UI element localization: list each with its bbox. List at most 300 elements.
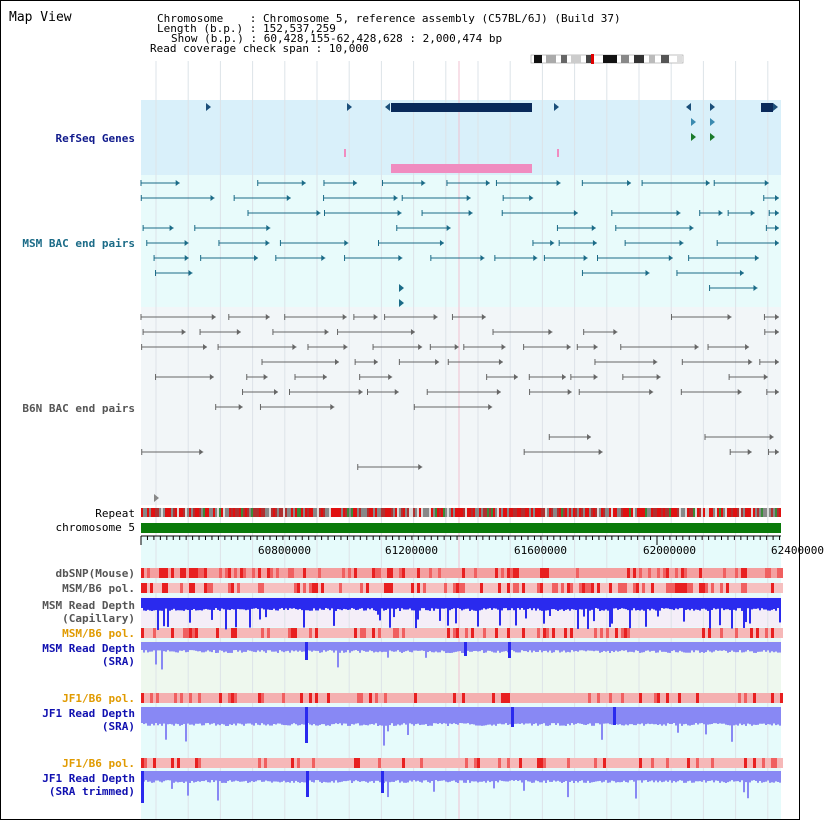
msm-sra-depth-bar — [149, 642, 151, 652]
repeat-cell — [245, 508, 247, 517]
jf1-b6-pol-cell — [603, 693, 606, 703]
msm-b6-pol-cell — [498, 583, 501, 593]
jf1-sra-depth-bar — [753, 707, 755, 725]
repeat-cell — [243, 508, 245, 517]
msm-sra-depth-bar — [537, 642, 539, 652]
msm-b6-pol-sra-cell — [306, 628, 309, 638]
msm-b6-pol-cell — [702, 583, 705, 593]
jf1-b6-pol-cell — [306, 693, 309, 703]
msm-b6-pol-sra-cell — [456, 628, 459, 638]
jf1-b6-pol-cell — [198, 693, 201, 703]
jf1-sra-depth-bar — [761, 707, 763, 724]
repeat-cell — [307, 508, 309, 517]
dbsnp-cell — [396, 568, 399, 578]
msm-capillary-depth-bar — [271, 598, 273, 610]
msm-sra-depth-bar — [387, 642, 389, 658]
msm-capillary-depth-bar — [517, 598, 519, 608]
jf1-sra-depth-bar — [657, 707, 659, 725]
msm-b6-pol-cell — [681, 583, 684, 593]
msm-capillary-depth-bar — [423, 598, 425, 608]
msm-capillary-depth-bar — [631, 598, 633, 610]
jf1-b6-pol-trim-cell — [648, 758, 651, 768]
jf1-trim-depth-bar — [277, 771, 279, 782]
jf1-sra-depth-bar — [411, 707, 413, 724]
msm-b6-pol-cell — [468, 583, 471, 593]
jf1-sra-depth-bar — [423, 707, 425, 725]
msm-sra-depth-bar — [525, 642, 527, 651]
repeat-cell — [175, 508, 177, 517]
msm-sra-depth-bar — [767, 642, 769, 650]
msm-b6-pol-sra-cell — [696, 628, 699, 638]
refseq-genes-label: RefSeq Genes — [55, 132, 135, 145]
jf1-b6-pol-cell — [612, 693, 615, 703]
b6n-bac-end-pairs-label: B6N BAC end pairs — [22, 402, 135, 415]
jf1-b6-pol-cell — [429, 693, 432, 703]
jf1-b6-pol-cell — [621, 693, 624, 703]
jf1-trim-depth-bar — [743, 771, 745, 792]
jf1-b6-pol-cell — [633, 693, 636, 703]
jf1-sra-depth-bar — [557, 707, 559, 723]
msm-capillary-depth-bar — [401, 598, 403, 608]
jf1-b6-pol-trim-cell — [504, 758, 507, 768]
dbsnp-cell — [573, 568, 576, 578]
jf1-b6-pol-cell — [192, 693, 195, 703]
jf1-b6-pol-trim-cell — [339, 758, 342, 768]
dbsnp-cell — [567, 568, 570, 578]
jf1-b6-pol-trim-cell — [150, 758, 153, 768]
msm-sra-depth-bar — [763, 642, 765, 650]
jf1-sra-depth-bar — [659, 707, 661, 724]
jf1-trim-depth-bar — [551, 771, 553, 782]
refseq-gene-transcript — [557, 149, 559, 157]
msm-capillary-depth-bar — [777, 598, 779, 608]
repeat-cell — [767, 508, 769, 517]
jf1-sra-depth-bar — [319, 707, 321, 725]
msm-sra-depth-bar — [481, 642, 483, 650]
jf1-trim-depth-bar — [653, 771, 655, 782]
jf1-trim-depth-bar — [193, 771, 195, 782]
msm-sra-depth-bar — [709, 642, 711, 652]
jf1-sra-depth-bar — [329, 707, 331, 726]
msm-b6-pol-cell — [741, 583, 744, 593]
dbsnp-cell — [711, 568, 714, 578]
jf1-b6-pol-cell — [486, 693, 489, 703]
msm-capillary-depth-bar — [751, 598, 753, 609]
msm-sra-depth-bar — [549, 642, 551, 651]
repeat-cell — [213, 508, 215, 517]
jf1-trim-depth-bar — [333, 771, 335, 783]
dbsnp-cell — [198, 568, 201, 578]
jf1-sra-depth-bar — [775, 707, 777, 725]
msm-capillary-depth-bar — [207, 598, 209, 610]
jf1-b6-pol-trim-cell — [627, 758, 630, 768]
jf1-b6-pol-cell — [165, 693, 168, 703]
msm-b6-pol-sra-cell — [255, 628, 258, 638]
msm-capillary-depth-bar — [439, 598, 441, 621]
jf1-sra-depth-bar — [403, 707, 405, 723]
jf1-b6-pol-trim-cell — [444, 758, 447, 768]
jf1-trim-depth-bar — [433, 771, 435, 792]
dbsnp-cell — [408, 568, 411, 578]
dbsnp-cell — [267, 568, 270, 578]
jf1-trim-depth-bar — [473, 771, 475, 782]
jf1-b6-pol-trim-cell — [366, 758, 369, 768]
jf1-b6-pol-cell — [651, 693, 654, 703]
msm-sra-depth-bar — [249, 642, 251, 651]
jf1-b6-pol-trim-cell — [744, 758, 747, 768]
dbsnp-cell — [624, 568, 627, 578]
jf1-b6-pol-trim-cell — [561, 758, 564, 768]
msm-b6-pol-sra-cell — [546, 628, 549, 638]
jf1-sra-depth-bar — [245, 707, 247, 724]
jf1-b6-pol-cell — [594, 693, 597, 703]
msm-b6-pol-sra-cell — [666, 628, 669, 638]
repeat-cell — [511, 508, 513, 517]
jf1-b6-pol-cell — [567, 693, 570, 703]
jf1-trim-depth-bar — [317, 771, 319, 780]
repeat-cell — [319, 508, 321, 517]
jf1-b6-pol-trim-cell — [492, 758, 495, 768]
repeat-cell — [283, 508, 285, 517]
dbsnp-cell — [531, 568, 534, 578]
msm-capillary-depth-bar — [193, 598, 195, 609]
msm-capillary-depth-bar — [409, 598, 411, 609]
repeat-cell — [469, 508, 471, 517]
jf1-trim-depth-bar — [549, 771, 551, 782]
jf1-b6-pol-trim-cell — [183, 758, 186, 768]
repeat-cell — [227, 508, 229, 517]
msm-b6-pol-cell — [198, 583, 201, 593]
msm-b6-pol-cell — [201, 583, 204, 593]
jf1-trim-depth-bar — [285, 771, 287, 782]
msm-b6-pol-cell — [756, 583, 759, 593]
repeat-cell — [373, 508, 375, 517]
jf1-sra-depth-bar — [667, 707, 669, 723]
jf1-b6-pol-trim-cell — [666, 758, 669, 768]
jf1-trim-depth-bar — [657, 771, 659, 782]
jf1-sra-depth-bar — [413, 707, 415, 726]
msm-sra-depth-bar — [241, 642, 243, 653]
jf1-trim-depth-bar — [763, 771, 765, 782]
jf1-trim-depth-bar — [169, 771, 171, 780]
jf1-b6-pol-cell — [579, 693, 582, 703]
msm-sra-depth-bar — [647, 642, 649, 650]
msm-b6-pol-sra-cell — [186, 628, 189, 638]
msm-b6-pol-cell — [579, 583, 582, 593]
msm-capillary-depth-bar — [247, 598, 249, 610]
msm-b6-pol-cell — [387, 583, 390, 593]
msm-sra-depth-bar — [775, 642, 777, 652]
jf1-b6-pol-trim-cell — [558, 758, 561, 768]
msm-b6-pol-cell — [483, 583, 486, 593]
msm-sra-depth-bar — [183, 642, 185, 650]
jf1-b6-pol-cell — [642, 693, 645, 703]
depth-spike — [508, 642, 511, 658]
jf1-sra-depth-bar — [553, 707, 555, 723]
msm-b6-pol-sra-cell — [621, 628, 624, 638]
repeat-cell — [453, 508, 455, 517]
jf1-b6-pol-trim-cell — [546, 758, 549, 768]
jf1-trim-depth-bar — [201, 771, 203, 781]
msm-b6-pol-sra-cell — [660, 628, 663, 638]
msm-sra-depth-bar — [405, 642, 407, 651]
jf1-sra-depth-bar — [351, 707, 353, 724]
dbsnp-cell — [771, 568, 774, 578]
msm-b6-pol-sra-cell — [444, 628, 447, 638]
msm-capillary-depth-bar — [501, 598, 503, 610]
msm-capillary-depth-bar — [421, 598, 423, 608]
msm-b6-pol-sra-cell — [663, 628, 666, 638]
msm-capillary-depth-bar — [577, 598, 579, 629]
repeat-cell — [209, 508, 211, 517]
dbsnp-cell — [639, 568, 642, 578]
msm-b6-pol-sra-cell — [495, 628, 498, 638]
jf1-trim-depth-bar — [229, 771, 231, 780]
msm-capillary-depth-bar — [341, 598, 343, 610]
jf1-b6-pol-trim-cell — [759, 758, 762, 768]
jf1-sra-depth-bar — [345, 707, 347, 724]
msm-sra-depth-bar — [771, 642, 773, 651]
show-row: Show (b.p.) : 60,428,155-62,428,628 : 2,000,474 bp — [171, 32, 503, 45]
jf1-trim-depth-bar — [349, 771, 351, 780]
jf1-sra-depth-bar — [531, 707, 533, 726]
msm-sra-depth-bar — [295, 642, 297, 650]
jf1-sra-depth-bar — [255, 707, 257, 723]
jf1-trim-depth-bar — [417, 771, 419, 781]
msm-sra-depth-bar — [259, 642, 261, 652]
msm-sra-depth-bar — [649, 642, 651, 652]
repeat-cell — [379, 508, 381, 517]
chromosome-ideogram[interactable] — [531, 54, 686, 64]
repeat-cell — [193, 508, 195, 517]
jf1-trim-depth-bar — [395, 771, 397, 781]
dbsnp-cell — [453, 568, 456, 578]
jf1-b6-pol-trim-cell — [234, 758, 237, 768]
msm-b6-pol-sra-cell — [780, 628, 783, 638]
msm-b6-pol-cell — [540, 583, 543, 593]
jf1-trim-depth-bar — [535, 771, 537, 780]
msm-read-depth-capillary-sub-label: (Capillary) — [62, 612, 135, 625]
msm-capillary-depth-bar — [679, 598, 681, 608]
msm-capillary-depth-bar — [161, 598, 163, 611]
jf1-sra-depth-bar — [617, 707, 619, 725]
jf1-trim-depth-bar — [315, 771, 317, 780]
repeat-cell — [585, 508, 587, 517]
jf1-b6-pol-cell — [510, 693, 513, 703]
msm-b6-pol-cell — [426, 583, 429, 593]
length-value: 152,537,259 — [262, 22, 336, 35]
jf1-b6-pol-trim-cell — [657, 758, 660, 768]
jf1-b6-pol-trim-cell — [525, 758, 528, 768]
msm-sra-depth-bar — [331, 642, 333, 651]
msm-b6-pol-sra-cell — [738, 628, 741, 638]
jf1-sra-depth-bar — [725, 707, 727, 725]
jf1-b6-pol-cell — [411, 693, 414, 703]
jf1-trim-depth-bar — [775, 771, 777, 781]
jf1-trim-depth-bar — [259, 771, 261, 780]
msm-capillary-depth-bar — [269, 598, 271, 610]
msm-capillary-depth-bar — [597, 598, 599, 609]
msm-sra-depth-bar — [585, 642, 587, 651]
jf1-sra-depth-bar — [497, 707, 499, 724]
repeat-cell — [711, 508, 713, 517]
msm-b6-pol-sra-cell — [387, 628, 390, 638]
msm-capillary-depth-bar — [625, 598, 627, 609]
msm-b6-pol-cell — [735, 583, 738, 593]
msm-sra-depth-bar — [521, 642, 523, 650]
jf1-trim-depth-bar — [255, 771, 257, 781]
msm-b6-pol-cell — [186, 583, 189, 593]
jf1-trim-depth-bar — [627, 771, 629, 783]
msm-sra-depth-bar — [403, 642, 405, 652]
jf1-trim-depth-bar — [199, 771, 201, 782]
jf1-sra-depth-bar — [445, 707, 447, 724]
jf1-b6-pol-trim-cell — [741, 758, 744, 768]
jf1-b6-pol-trim-cell — [159, 758, 162, 768]
msm-sra-depth-bar — [559, 642, 561, 653]
msm-b6-pol-sra-cell — [519, 628, 522, 638]
msm-b6-pol-sra-cell — [318, 628, 321, 638]
repeat-cell — [181, 508, 183, 517]
repeat-cell — [161, 508, 163, 517]
msm-b6-pol-cell — [669, 583, 672, 593]
msm-capillary-depth-bar — [347, 598, 349, 610]
msm-b6-pol-sra-cell — [330, 628, 333, 638]
msm-b6-pol-cell — [720, 583, 723, 593]
dbsnp-cell — [546, 568, 549, 578]
jf1-b6-pol-trim-cell — [174, 758, 177, 768]
jf1-b6-pol-trim-cell — [450, 758, 453, 768]
msm-capillary-depth-bar — [457, 598, 459, 608]
jf1-trim-depth-bar — [751, 771, 753, 781]
msm-capillary-depth-bar — [749, 598, 751, 624]
jf1-b6-pol-cell — [408, 693, 411, 703]
jf1-sra-depth-bar — [677, 707, 679, 733]
jf1-sra-depth-bar — [377, 707, 379, 726]
jf1-b6-pol-trim-cell — [567, 758, 570, 768]
jf1-b6-pol-cell — [687, 693, 690, 703]
msm-b6-pol-cell — [300, 583, 303, 593]
jf1-b6-pol-cell — [645, 693, 648, 703]
msm-capillary-depth-bar — [235, 598, 237, 627]
jf1-trim-depth-bar — [647, 771, 649, 782]
jf1-trim-depth-bar — [393, 771, 395, 782]
jf1-trim-depth-bar — [625, 771, 627, 782]
msm-capillary-depth-bar — [623, 598, 625, 609]
jf1-b6-pol-trim-cell — [303, 758, 306, 768]
msm-capillary-depth-bar — [471, 598, 473, 610]
msm-sra-depth-bar — [543, 642, 545, 651]
dbsnp-cell — [447, 568, 450, 578]
msm-capillary-depth-bar — [391, 598, 393, 609]
repeat-cell — [215, 508, 217, 517]
ruler-tick-label: 62400000 — [771, 544, 824, 557]
msm-capillary-depth-bar — [201, 598, 203, 610]
jf1-trim-depth-bar — [437, 771, 439, 781]
jf1-sra-depth-bar — [361, 707, 363, 725]
jf1-sra-depth-bar — [469, 707, 471, 724]
jf1-b6-pol-cell — [750, 693, 753, 703]
msm-capillary-depth-bar — [465, 598, 467, 609]
jf1-b6-pol-cell — [708, 693, 711, 703]
msm-sra-depth-bar — [389, 642, 391, 650]
repeat-cell — [147, 508, 149, 517]
jf1-sra-depth-bar — [611, 707, 613, 725]
msm-b6-pol-sra-cell — [699, 628, 702, 638]
repeat-cell — [663, 508, 665, 517]
repeat-cell — [219, 508, 221, 517]
jf1-sra-depth-bar — [235, 707, 237, 725]
msm-b6-pol-cell — [636, 583, 639, 593]
msm-capillary-depth-bar — [159, 598, 161, 611]
repeat-cell — [367, 508, 369, 517]
jf1-trim-depth-bar — [237, 771, 239, 781]
jf1-b6-pol-cell — [630, 693, 633, 703]
repeat-cell — [475, 508, 477, 517]
dbsnp-cell — [534, 568, 537, 578]
msm-sra-depth-bar — [553, 642, 555, 652]
msm-capillary-depth-bar — [727, 598, 729, 609]
msm-b6-pol-sra-cell — [573, 628, 576, 638]
jf1-b6-pol-cell — [672, 693, 675, 703]
msm-sra-depth-bar — [531, 642, 533, 652]
msm-sra-depth-bar — [591, 642, 593, 651]
msm-b6-pol-sra-cell — [687, 628, 690, 638]
msm-sra-depth-bar — [381, 642, 383, 652]
msm-b6-pol-cell — [495, 583, 498, 593]
msm-sra-depth-bar — [447, 642, 449, 653]
repeat-cell — [603, 508, 605, 517]
msm-capillary-depth-bar — [757, 598, 759, 608]
repeat-cell — [553, 508, 555, 517]
jf1-trim-depth-bar — [579, 771, 581, 781]
msm-sra-depth-bar — [681, 642, 683, 652]
jf1-sra-depth-bar — [451, 707, 453, 724]
msm-b6-pol-cell — [354, 583, 357, 593]
jf1-b6-pol-cell — [450, 693, 453, 703]
jf1-sra-depth-bar — [207, 707, 209, 723]
msm-b6-pol-cell — [420, 583, 423, 593]
jf1-b6-pol-cell — [330, 693, 333, 703]
jf1-sra-depth-bar — [159, 707, 161, 724]
msm-b6-pol-cell — [765, 583, 768, 593]
msm-sra-depth-bar — [641, 642, 643, 652]
refseq-gene-transcript — [344, 149, 346, 157]
jf1-trim-depth-bar — [391, 771, 393, 782]
msm-b6-pol-cell — [273, 583, 276, 593]
repeat-cell — [383, 508, 385, 517]
msm-b6-pol-sra-cell — [429, 628, 432, 638]
msm-b6-pol-sra-cell — [543, 628, 546, 638]
dbsnp-cell — [354, 568, 357, 578]
jf1-b6-pol-cell — [273, 693, 276, 703]
jf1-b6-pol-trim-cell — [696, 758, 699, 768]
msm-b6-pol-cell — [324, 583, 327, 593]
jf1-trim-depth-bar — [233, 771, 235, 781]
jf1-b6-pol-trim-cell — [465, 758, 468, 768]
jf1-b6-pol-cell — [639, 693, 642, 703]
msm-capillary-depth-bar — [295, 598, 297, 609]
repeat-cell — [271, 508, 273, 517]
repeat-cell — [493, 508, 495, 517]
repeat-cell — [433, 508, 435, 517]
jf1-sra-depth-bar — [545, 707, 547, 726]
jf1-b6-pol-trim-cell — [435, 758, 438, 768]
jf1-trim-depth-bar — [619, 771, 621, 782]
jf1-b6-pol-cell — [264, 693, 267, 703]
jf1-b6-pol-trim-cell — [645, 758, 648, 768]
jf1-trim-depth-bar — [539, 771, 541, 782]
